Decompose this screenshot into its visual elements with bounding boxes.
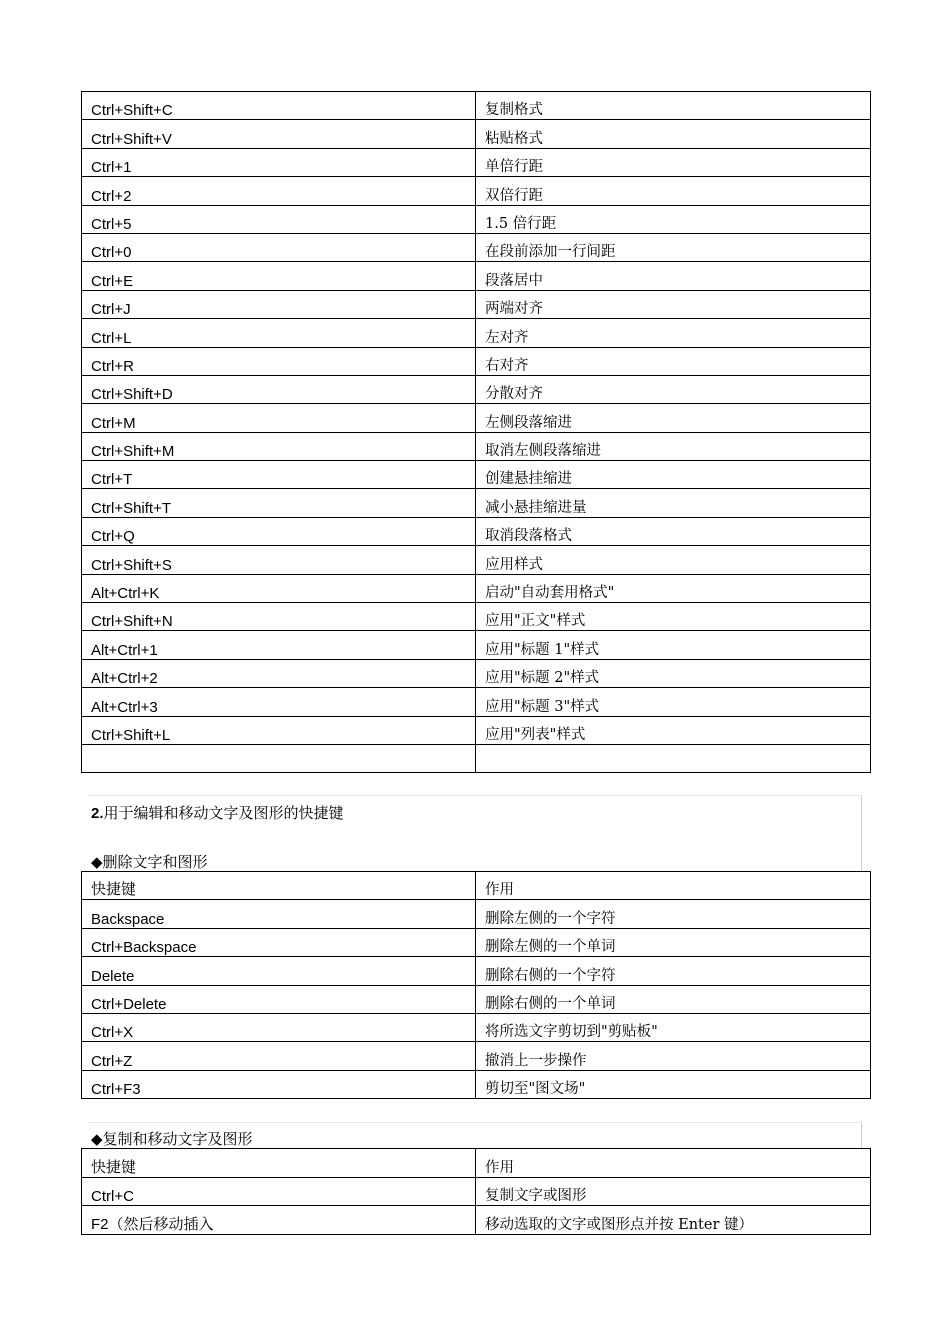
function-cell: 应用"标题 3"样式 — [476, 688, 871, 716]
function-cell: 在段前添加一行间距 — [476, 233, 871, 261]
shortcut-cell: Ctrl+Shift+C — [82, 92, 476, 120]
function-cell: 应用"标题 2"样式 — [476, 659, 871, 687]
table-row — [82, 517, 871, 545]
table-row — [82, 1042, 871, 1070]
table-row — [82, 1177, 871, 1206]
shortcut-cell: Ctrl+Backspace — [82, 928, 476, 956]
table-row — [82, 546, 871, 574]
function-cell: 双倍行距 — [476, 177, 871, 205]
table-row — [82, 319, 871, 347]
table-row — [82, 461, 871, 489]
shortcut-cell: Ctrl+X — [82, 1013, 476, 1041]
table-row — [82, 1206, 871, 1235]
table-row — [82, 1013, 871, 1041]
table-row — [82, 1070, 871, 1098]
table-row — [82, 375, 871, 403]
copy-move-header — [88, 1122, 862, 1148]
table-row — [82, 928, 871, 956]
function-cell: 创建悬挂缩进 — [476, 461, 871, 489]
function-cell: 应用"列表"样式 — [476, 716, 871, 744]
function-cell: 单倍行距 — [476, 148, 871, 176]
table-row — [82, 603, 871, 631]
shortcut-cell: Ctrl+Z — [82, 1042, 476, 1070]
function-cell: 删除右侧的一个单词 — [476, 985, 871, 1013]
header-shortcut: 快捷键 — [82, 1149, 476, 1178]
table-row — [82, 489, 871, 517]
table-row — [82, 347, 871, 375]
function-cell: 删除左侧的一个字符 — [476, 900, 871, 928]
header-function: 作用 — [476, 872, 871, 900]
function-cell: 复制格式 — [476, 92, 871, 120]
table-row — [82, 688, 871, 716]
table-row — [82, 233, 871, 261]
table-row — [82, 432, 871, 460]
function-cell: 左侧段落缩进 — [476, 404, 871, 432]
table-row — [82, 148, 871, 176]
table-row — [82, 290, 871, 318]
shortcut-cell — [82, 744, 476, 772]
shortcut-cell: Ctrl+J — [82, 290, 476, 318]
function-cell: 复制文字或图形 — [476, 1177, 871, 1206]
formatting-shortcuts-table — [81, 91, 871, 773]
table-header-row — [82, 872, 871, 900]
shortcut-cell: Alt+Ctrl+K — [82, 574, 476, 602]
header-function: 作用 — [476, 1149, 871, 1178]
shortcut-cell: Ctrl+T — [82, 461, 476, 489]
table-row — [82, 744, 871, 772]
function-cell: 两端对齐 — [476, 290, 871, 318]
function-cell: 将所选文字剪切到"剪贴板" — [476, 1013, 871, 1041]
shortcut-cell: Ctrl+C — [82, 1177, 476, 1206]
table-row — [82, 659, 871, 687]
shortcut-cell: Ctrl+Shift+T — [82, 489, 476, 517]
function-cell: 移动选取的文字或图形点并按 Enter 键） — [476, 1206, 871, 1235]
function-cell: 1.5 倍行距 — [476, 205, 871, 233]
function-cell: 剪切至"图文场" — [476, 1070, 871, 1098]
section-2-header — [88, 795, 862, 871]
table-row — [82, 177, 871, 205]
function-cell: 撤消上一步操作 — [476, 1042, 871, 1070]
shortcut-cell: Ctrl+Delete — [82, 985, 476, 1013]
shortcut-cell: Ctrl+1 — [82, 148, 476, 176]
table-row — [82, 262, 871, 290]
copy-move-shortcuts-table — [81, 1148, 871, 1235]
function-cell: 取消段落格式 — [476, 517, 871, 545]
table-row — [82, 404, 871, 432]
function-cell: 应用样式 — [476, 546, 871, 574]
table-row — [82, 631, 871, 659]
shortcut-cell: Ctrl+Shift+N — [82, 603, 476, 631]
shortcut-cell: Ctrl+2 — [82, 177, 476, 205]
function-cell: 段落居中 — [476, 262, 871, 290]
shortcut-cell: Ctrl+Shift+L — [82, 716, 476, 744]
shortcut-cell: Ctrl+Shift+D — [82, 375, 476, 403]
shortcut-cell: Delete — [82, 957, 476, 985]
function-cell: 减小悬挂缩进量 — [476, 489, 871, 517]
function-cell — [476, 744, 871, 772]
copy-move-subheading: ◆复制和移动文字及图形 — [91, 1130, 253, 1148]
shortcut-cell: F2（然后移动插入 — [82, 1206, 476, 1235]
section-2-title — [91, 802, 344, 823]
shortcut-cell: Alt+Ctrl+2 — [82, 659, 476, 687]
delete-shortcuts-table — [81, 871, 871, 1099]
header-shortcut: 快捷键 — [82, 872, 476, 900]
function-cell: 取消左侧段落缩进 — [476, 432, 871, 460]
shortcut-cell: Ctrl+Shift+M — [82, 432, 476, 460]
shortcut-cell: Backspace — [82, 900, 476, 928]
function-cell: 左对齐 — [476, 319, 871, 347]
shortcut-cell: Ctrl+F3 — [82, 1070, 476, 1098]
table-row — [82, 900, 871, 928]
table-row — [82, 716, 871, 744]
table-header-row — [82, 1149, 871, 1178]
shortcut-cell: Ctrl+Shift+V — [82, 120, 476, 148]
table-row — [82, 985, 871, 1013]
section-2-title-text: 用于编辑和移动文字及图形的快捷键 — [103, 804, 344, 822]
function-cell: 分散对齐 — [476, 375, 871, 403]
shortcut-cell: Ctrl+0 — [82, 233, 476, 261]
shortcut-cell: Ctrl+5 — [82, 205, 476, 233]
shortcut-cell: Ctrl+R — [82, 347, 476, 375]
shortcut-cell: Ctrl+Shift+S — [82, 546, 476, 574]
shortcut-cell: Ctrl+Q — [82, 517, 476, 545]
table-row — [82, 574, 871, 602]
function-cell: 应用"正文"样式 — [476, 603, 871, 631]
function-cell: 应用"标题 1"样式 — [476, 631, 871, 659]
section-2-number: 2. — [91, 805, 104, 822]
function-cell: 启动"自动套用格式" — [476, 574, 871, 602]
shortcut-cell: Ctrl+L — [82, 319, 476, 347]
shortcut-cell: Ctrl+E — [82, 262, 476, 290]
shortcut-cell: Ctrl+M — [82, 404, 476, 432]
function-cell: 删除右侧的一个字符 — [476, 957, 871, 985]
shortcut-cell: Alt+Ctrl+1 — [82, 631, 476, 659]
function-cell: 右对齐 — [476, 347, 871, 375]
function-cell: 粘贴格式 — [476, 120, 871, 148]
table-row — [82, 957, 871, 985]
delete-subheading: ◆删除文字和图形 — [91, 853, 208, 871]
table-row — [82, 120, 871, 148]
function-cell: 删除左侧的一个单词 — [476, 928, 871, 956]
table-row — [82, 205, 871, 233]
table-row — [82, 92, 871, 120]
shortcut-cell: Alt+Ctrl+3 — [82, 688, 476, 716]
